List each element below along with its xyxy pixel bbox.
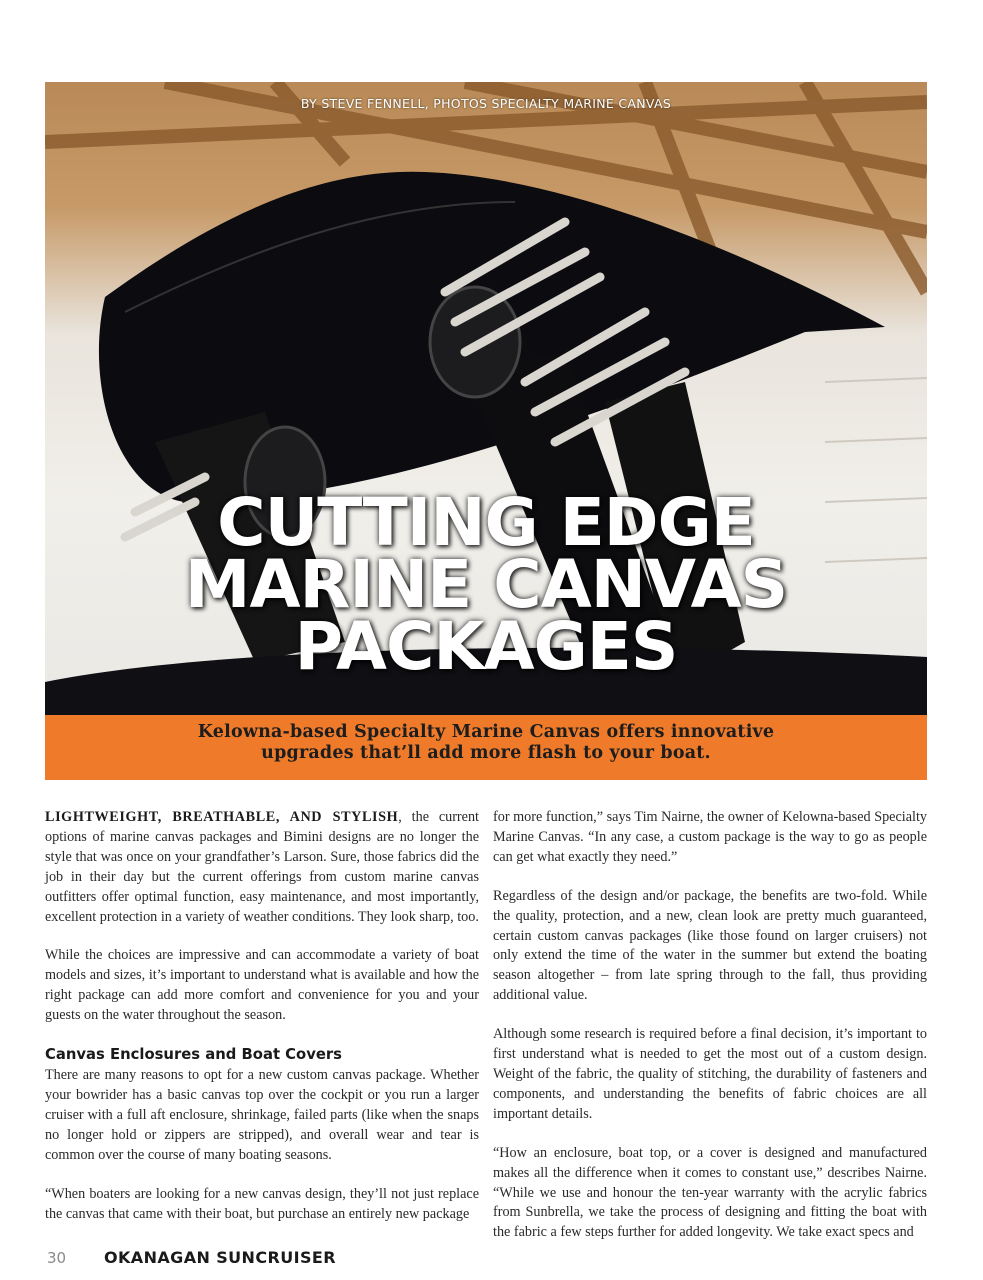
paragraph-text: , the current options of marine canvas packages and Bimini designs are no longer the style that was once on your grandfather’s Larson. Sure, those fabrics did the job in their day but the current offerings from custom marine canvas outfitters offer optimal function, easy maintenance, and most importantly, excellent protection in a variety of weather conditions. They look sharp, too. — [45, 809, 479, 925]
article-headline — [45, 484, 927, 685]
section-subheading: Canvas Enclosures and Boat Covers — [45, 1046, 342, 1064]
article-subtitle — [105, 722, 867, 764]
paragraph: “How an enclosure, boat top, or a cover is designed and manufactured makes all the difference when it comes to constant use,” describes Nairne. “While we use and honour the ten-year warranty with the acrylic fabrics from Sunbrella, we take the process of designing and fitting the boat with the fabric a few steps further for added longevity. We take exact specs and — [493, 1144, 927, 1241]
headline-line-3: PACKAGES — [294, 608, 678, 685]
lead-in: LIGHTWEIGHT, BREATHABLE, AND STYLISH — [45, 809, 399, 825]
page-number: 30 — [47, 1249, 67, 1267]
paragraph: Although some research is required before a final decision, it’s important to first understand what is needed to get the most out of a custom design. Weight of the fabric, the quality of stitching, the durability of fasteners and components, and understanding the benefits of fabric choices are all important details. — [493, 1026, 927, 1122]
subtitle-line-2: upgrades that’ll add more flash to your boat. — [261, 743, 711, 763]
paragraph: While the choices are impressive and can accommodate a variety of boat models and sizes, it’s important to understand what is available and how the right package can add more comfort and convenience for you and your guests on the water throughout the season. — [45, 947, 479, 1024]
article-column-left — [45, 808, 479, 1243]
subtitle-line-1: Kelowna-based Specialty Marine Canvas offers innovative — [197, 722, 775, 742]
paragraph: Regardless of the design and/or package, the benefits are two-fold. While the quality, protection, and a new, clean look are pretty much guaranteed, certain custom canvas packages (like those found on larger cruisers) not only extend the time of the water in the summer but extend the boating season altogether – from late spring through to the fall, thus providing additional value. — [493, 887, 927, 1004]
headline-line-2: MARINE CANVAS — [184, 546, 788, 623]
paragraph: There are many reasons to opt for a new custom canvas package. Whether your bowrider has a basic canvas top over the cockpit or you run a larger cruiser with a full aft enclosure, shrinkage, failed parts (like when the snaps no longer hold or zippers are stripped), and overall wear and tear is common over the course of many boating seasons. — [45, 1067, 479, 1163]
headline-line-1: CUTTING EDGE — [217, 484, 755, 561]
magazine-title: OKANAGAN SUNCRUISER — [104, 1248, 336, 1267]
byline: BY STEVE FENNELL, PHOTOS SPECIALTY MARINE CANVAS — [300, 96, 672, 111]
paragraph — [45, 808, 479, 927]
paragraph: “When boaters are looking for a new canvas design, they’ll not just replace the canvas that came with their boat, but purchase an entirely new package — [45, 1185, 479, 1222]
hero-photo — [45, 82, 927, 780]
paragraph: for more function,” says Tim Nairne, the owner of Kelowna-based Specialty Marine Canvas. “In any case, a custom package is the way to go as people can get what exactly they need.” — [493, 809, 927, 865]
article-column-right — [493, 808, 927, 1262]
